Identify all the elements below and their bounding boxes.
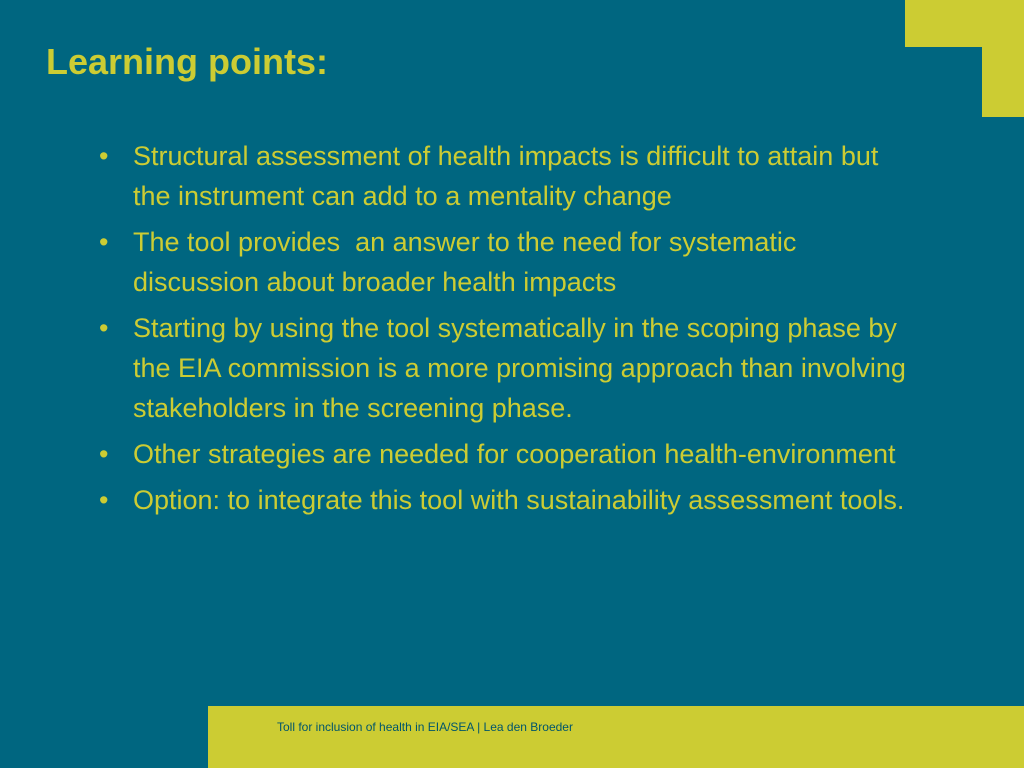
bullet-text: The tool provides an answer to the need for systematic discussion about broader health impacts (133, 227, 804, 297)
bullet-text: Structural assessment of health impacts is difficult to attain but the instrument can add to a mentality change (133, 141, 879, 211)
bullet-marker: • (99, 313, 109, 343)
bullet-list (95, 136, 920, 526)
footer-text: Toll for inclusion of health in EIA/SEA | Lea den Broeder (277, 720, 573, 734)
slide-title: Learning points: (46, 41, 328, 82)
bullet-text: Option: to integrate this tool with sustainability assessment tools. (133, 485, 905, 515)
bullet-marker: • (99, 141, 109, 171)
bullet-item (95, 434, 920, 474)
bullet-item (95, 136, 920, 216)
bullet-text: Starting by using the tool systematically in the scoping phase by the EIA commission is a more promising approach than involving stakeholders in the screening phase. (133, 313, 906, 423)
corner-decoration-side (982, 0, 1024, 117)
bullet-marker: • (99, 227, 109, 257)
bullet-marker: • (99, 439, 109, 469)
footer-bar (208, 706, 1024, 768)
bullet-item (95, 222, 920, 302)
bullet-text: Other strategies are needed for cooperation health-environment (133, 439, 896, 469)
bullet-item (95, 480, 920, 520)
bullet-item (95, 308, 920, 428)
bullet-marker: • (99, 485, 109, 515)
